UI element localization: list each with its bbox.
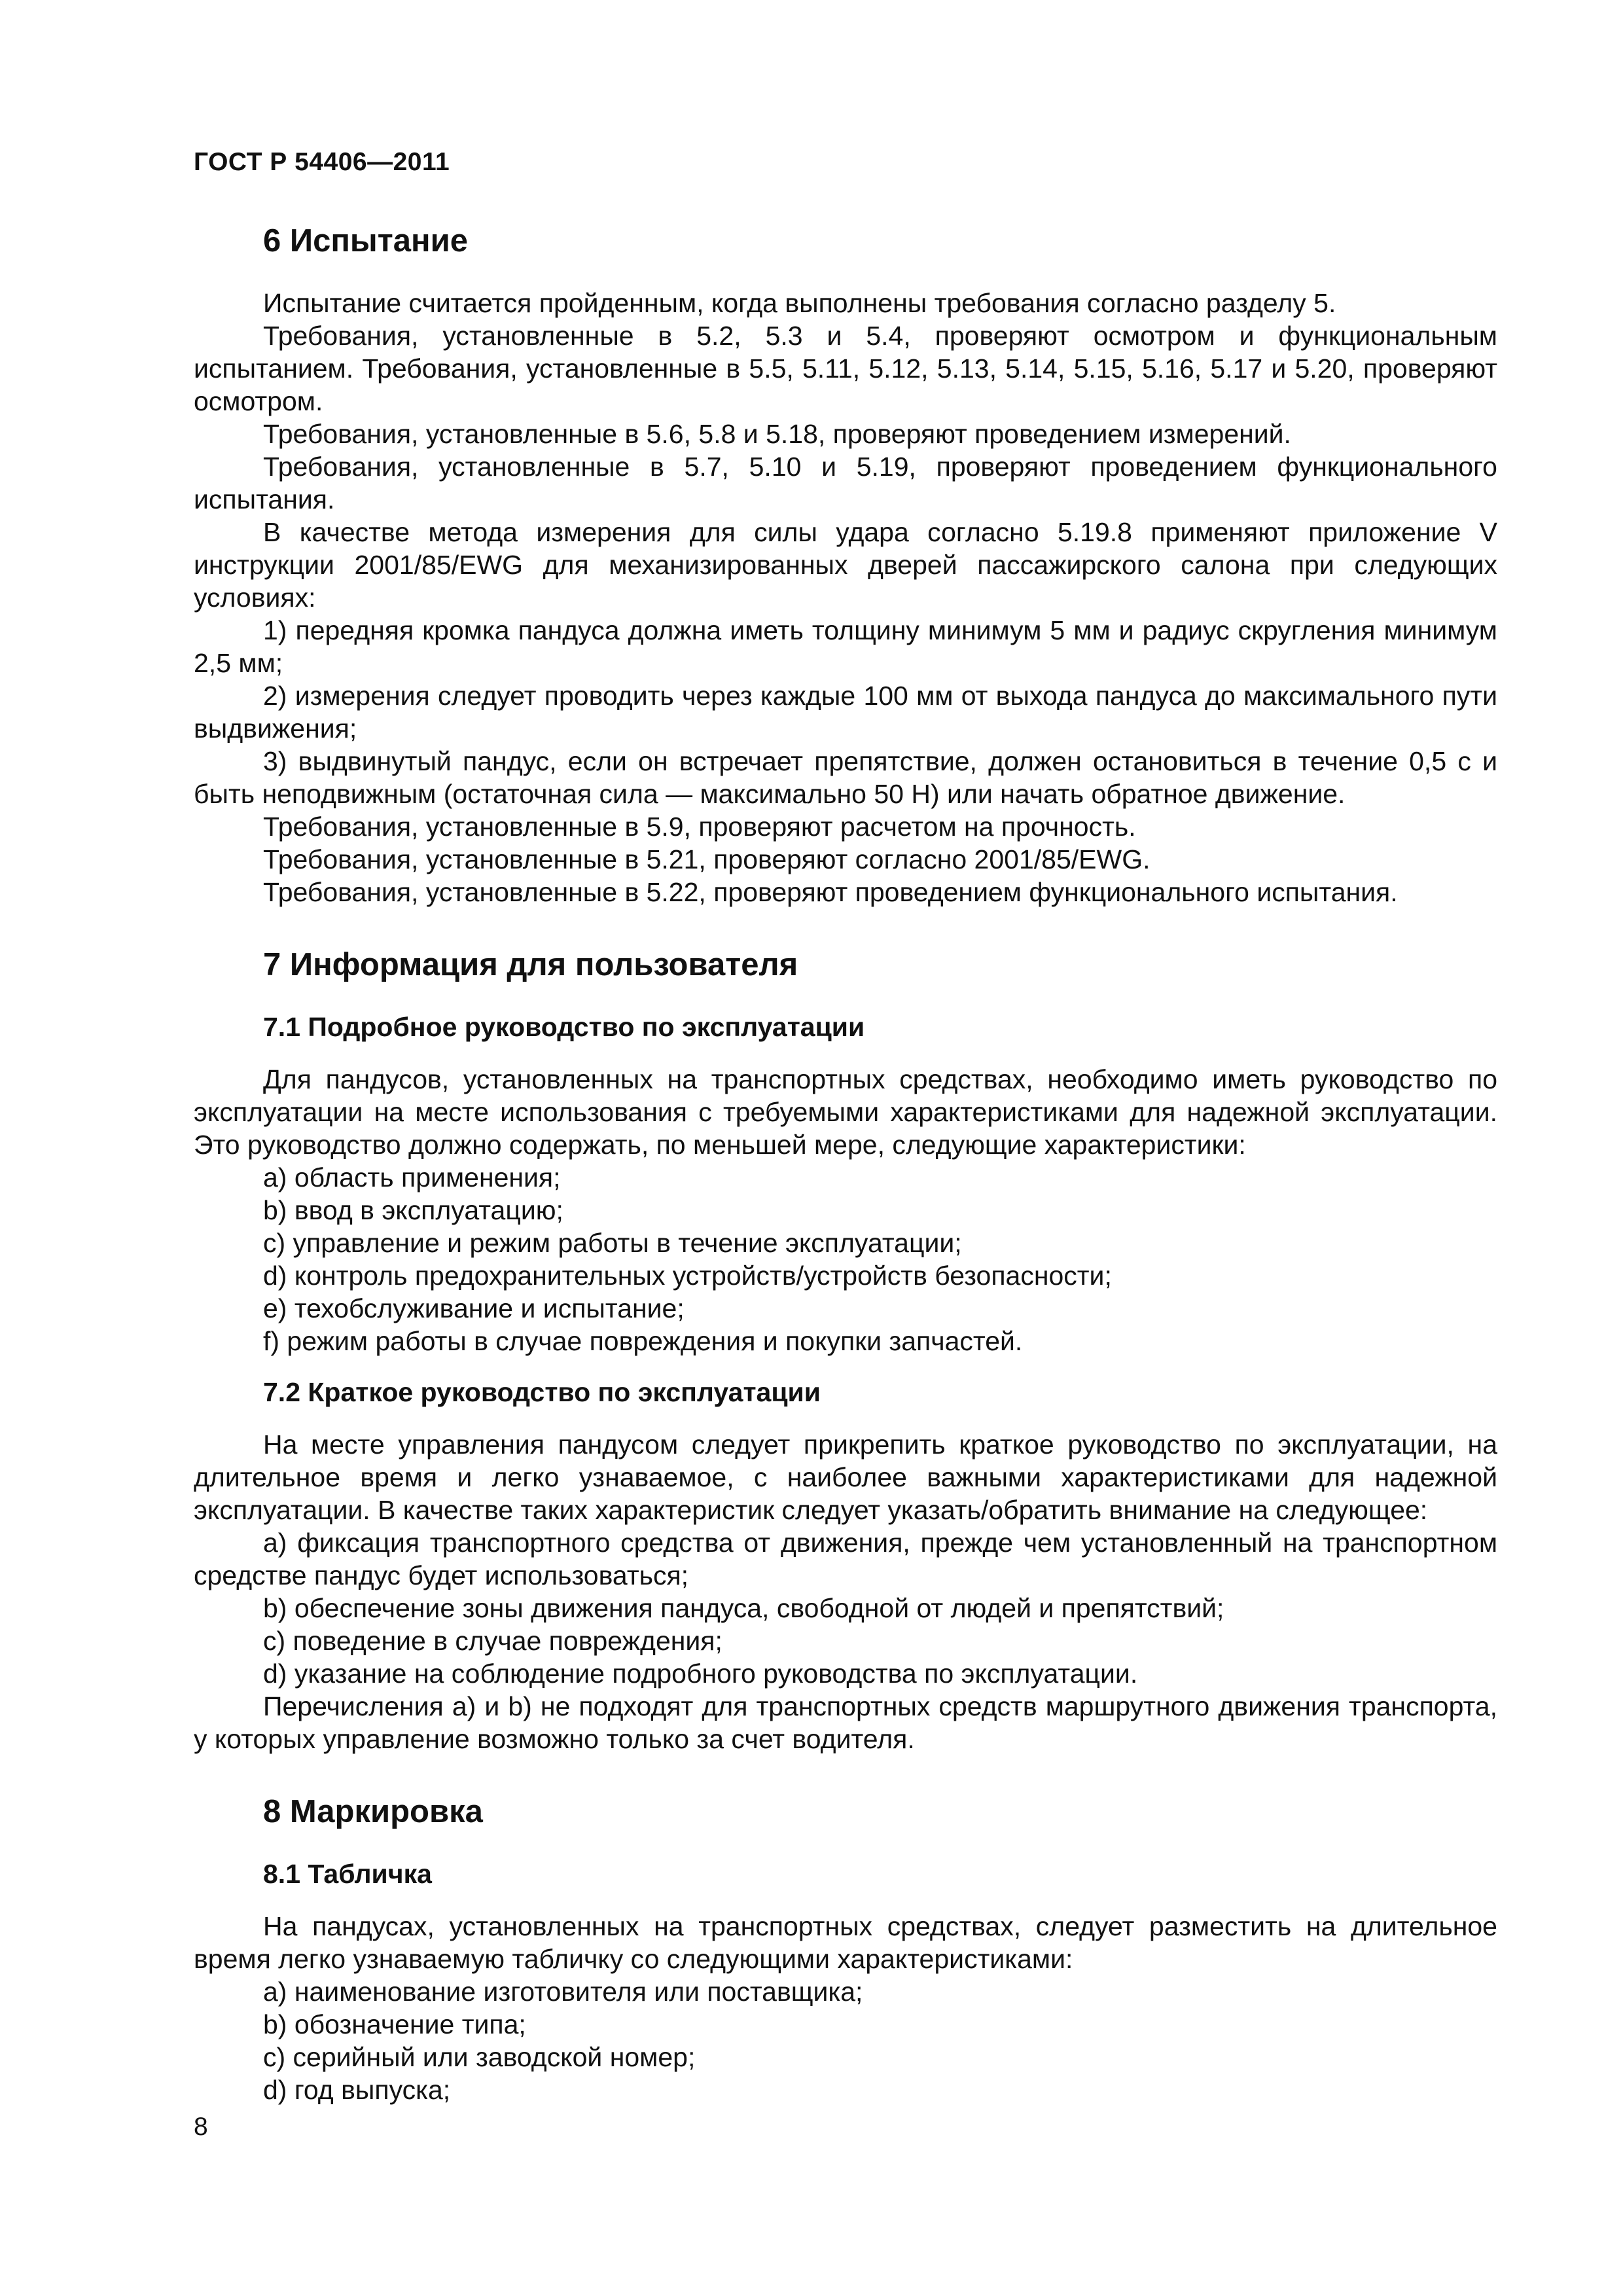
subsection-7-1-title: 7.1 Подробное руководство по эксплуатации [263,1012,865,1042]
list-item: d) указание на соблюдение подробного руководства по эксплуатации. [263,1659,1138,1689]
list-item: b) обозначение типа; [263,2009,526,2039]
list-item: a) фиксация транспортного средства от движения, прежде чем установленный на транспортном средстве пандус будет использоваться; [194,1528,1497,1590]
document-header: ГОСТ Р 54406—2011 [194,148,450,176]
list-item: c) управление и режим работы в течение эксплуатации; [263,1228,962,1258]
section-8-title: 8 Маркировка [263,1794,483,1829]
list-item: b) ввод в эксплуатацию; [263,1195,563,1225]
paragraph: На месте управления пандусом следует прикрепить краткое руководство по эксплуатации, на длительное время и легко узнаваемое, с наиболее важными характеристиками для надежной эксплуатации. В качестве таких характеристик следует указать/обратить внимание на следующее: [194,1429,1497,1525]
paragraph: Требования, установленные в 5.21, проверяют согласно 2001/85/EWG. [263,844,1150,874]
paragraph: Требования, установленные в 5.2, 5.3 и 5.4, проверяют осмотром и функциональным испытанием. Требования, установленные в 5.5, 5.11, 5.12, 5.13, 5.14, 5.15, 5.16, 5.17 и 5.20, проверяют осмотром. [194,321,1497,416]
list-item: b) обеспечение зоны движения пандуса, свободной от людей и препятствий; [263,1593,1224,1623]
page-number: 8 [194,2113,208,2141]
list-item: a) область применения; [263,1162,561,1193]
list-item: d) контроль предохранительных устройств/устройств безопасности; [263,1261,1112,1291]
list-item: e) техобслуживание и испытание; [263,1293,685,1323]
list-item: c) серийный или заводской номер; [263,2042,696,2072]
paragraph: Требования, установленные в 5.6, 5.8 и 5.18, проверяют проведением измерений. [263,419,1291,449]
paragraph: На пандусах, установленных на транспортных средствах, следует разместить на длительное время легко узнаваемую табличку со следующими характеристиками: [194,1911,1497,1974]
paragraph: Требования, установленные в 5.9, проверяют расчетом на прочность. [263,812,1136,842]
section-7-title: 7 Информация для пользователя [263,947,798,982]
paragraph: Перечисления a) и b) не подходят для транспортных средств маршрутного движения транспорта, у которых управление возможно только за счет водителя. [194,1691,1497,1754]
section-6-title: 6 Испытание [263,223,468,259]
list-item: 1) передняя кромка пандуса должна иметь толщину минимум 5 мм и радиус скругления минимум 2,5 мм; [194,615,1497,678]
list-item: f) режим работы в случае повреждения и покупки запчастей. [263,1326,1023,1356]
list-item: a) наименование изготовителя или поставщика; [263,1977,863,2007]
list-item: d) год выпуска; [263,2075,451,2105]
list-item: 3) выдвинутый пандус, если он встречает препятствие, должен остановиться в течение 0,5 с и быть неподвижным (остаточная сила — максимально 50 Н) или начать обратное движение. [194,746,1497,809]
paragraph: Требования, установленные в 5.22, проверяют проведением функционального испытания. [263,877,1398,907]
list-item: c) поведение в случае повреждения; [263,1626,722,1656]
paragraph: Для пандусов, установленных на транспортных средствах, необходимо иметь руководство по эксплуатации на месте использования с требуемыми характеристиками для надежной эксплуатации. Это руководство должно содержать, по меньшей мере, следующие характеристики: [194,1064,1497,1160]
list-item: 2) измерения следует проводить через каждые 100 мм от выхода пандуса до максимального пути выдвижения; [194,681,1497,744]
subsection-8-1-title: 8.1 Табличка [263,1859,432,1889]
paragraph: Испытание считается пройденным, когда выполнены требования согласно разделу 5. [263,288,1336,318]
paragraph: В качестве метода измерения для силы удара согласно 5.19.8 применяют приложение V инструкции 2001/85/EWG для механизированных дверей пассажирского салона при следующих условиях: [194,517,1497,613]
subsection-7-2-title: 7.2 Краткое руководство по эксплуатации [263,1377,821,1407]
paragraph: Требования, установленные в 5.7, 5.10 и 5.19, проверяют проведением функционального испытания. [194,452,1497,514]
page-content [194,221,1497,2106]
